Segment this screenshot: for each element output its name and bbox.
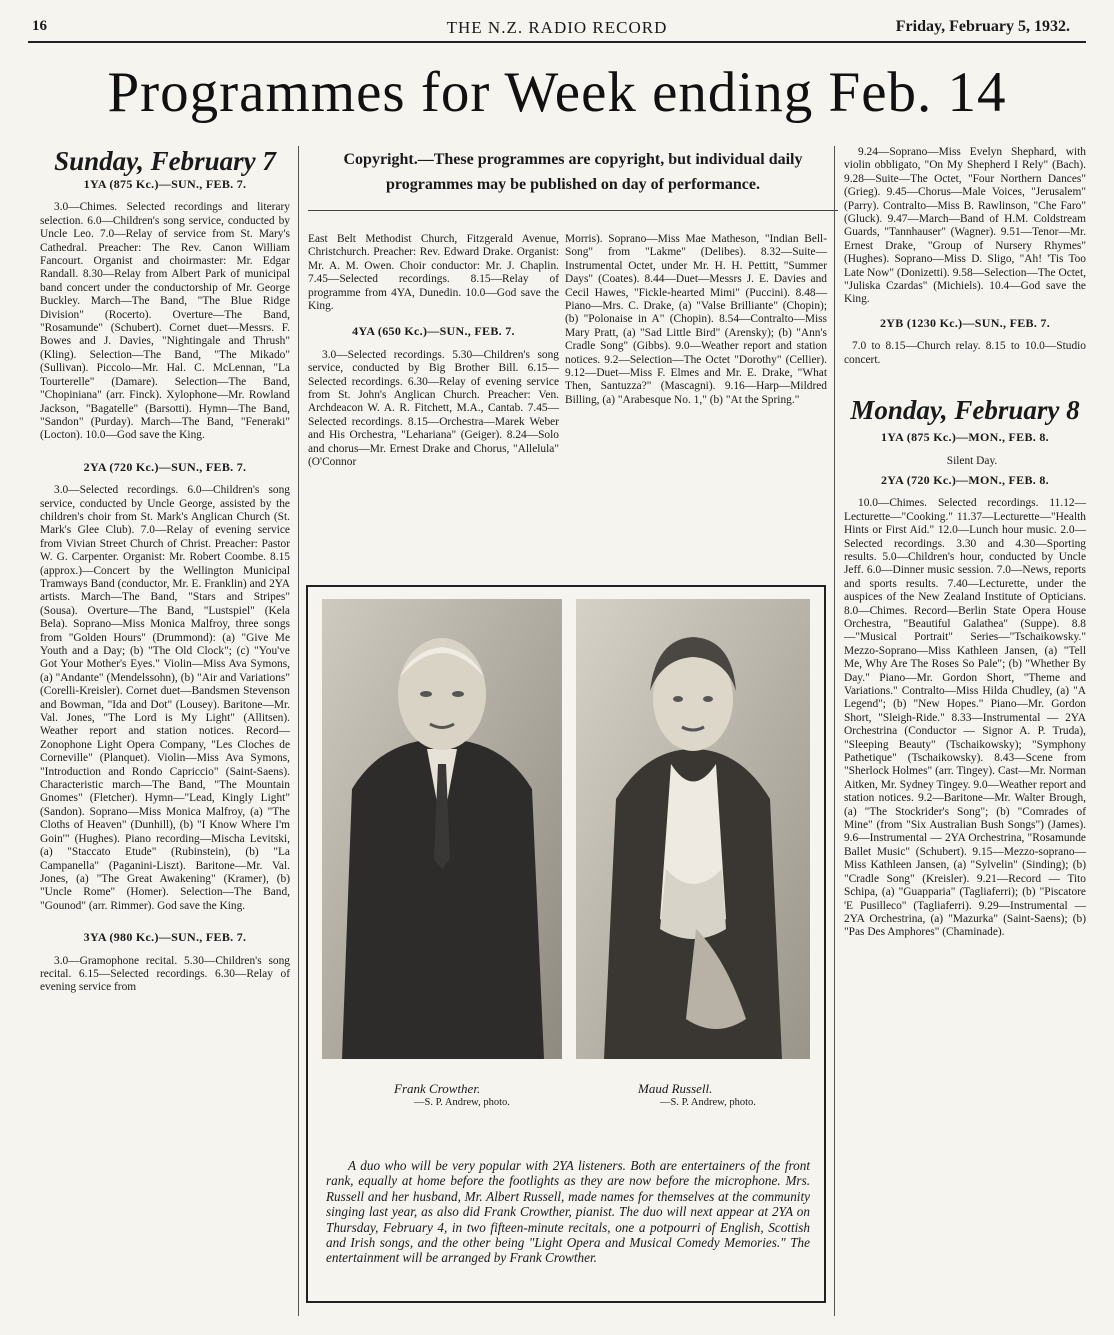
day-heading-sunday: Sunday, February 7 (54, 146, 276, 176)
photo-blurb: A duo who will be very popular with 2YA listeners. Both are entertainers of the front rank, equally at home before the footlights as they are now before the microphone. Mrs. Russell and her husband, Mr. Albert Russell, made names for themselves at the community singing last year, as also did Frank Crowther, pianist. The duo will next appear at 2YA on Thursday, February 4, in two fifteen-minute recitals, one a potpourri of English, Scottish and Irish songs, and the other being "Light Opera and Musical Comedy Memories." The entertainment will be arranged by Frank Crowther. (326, 1158, 810, 1266)
programme-3ya-sun-continued: East Belt Methodist Church, Fitzgerald Avenue, Christchurch. Preacher: Rev. Edward Drake. Organist: Mr. A. M. Owen. Choir conductor: Mr. J. Chaplin. 7.45—Selected recordings. 8.15—Relay of programme from 4YA, Dunedin. 10.0—God save the King. (308, 233, 559, 313)
portrait-man-illustration (322, 599, 562, 1059)
caption-right-credit: —S. P. Andrew, photo. (660, 1097, 756, 1108)
caption-left-credit: —S. P. Andrew, photo. (414, 1097, 510, 1108)
page-number: 16 (32, 18, 47, 34)
station-heading-1ya-mon: 1YA (875 Kc.)—MON., FEB. 8. (881, 430, 1049, 445)
issue-date: Friday, February 5, 1932. (895, 18, 1070, 35)
caption-right-name: Maud Russell. (638, 1081, 713, 1096)
programme-1ya-mon: Silent Day. (946, 454, 998, 467)
station-heading-3ya-sun: 3YA (980 Kc.)—SUN., FEB. 7. (83, 930, 247, 945)
programme-3ya-sun: 3.0—Gramophone recital. 5.30—Children's song recital. 6.15—Selected recordings. 6.30—Relay of evening service from (40, 954, 290, 994)
page-banner: Programmes for Week ending Feb. 14 (107, 61, 1007, 124)
programme-4ya-sun-end: 9.24—Soprano—Miss Evelyn Shephard, with violin obbligato, "On My Shepherd I Rely" (Bach). 9.28—Suite—The Octet, "Four Northern Dances" (Grieg). 9.45—Chorus—Male Voices, "Jerusalem" (Parry). Contralto—Miss B. Rawlinson, "Che Faro" (Gluck). 9.47—March—Band of H.M. Coldstream Guards, "Tannhauser" (Wagner). 9.51—Tenor—Mr. Ernest Drake, "Group of Nursery Rhymes" (Hughes). Soprano—Miss D. Sligo, "Ah! 'Tis Too Late Now" (Donizetti). 9.58—Selection—The Octet, "Juliska Czardas" (Michiels). 10.4—God save the King. (844, 146, 1086, 306)
column-divider-2 (834, 146, 835, 1316)
programme-2ya-sun: 3.0—Selected recordings. 6.0—Children's song service, conducted by Uncle George, assisted by the children's choir from St. Mark's Anglican Church (St. Mark's Glee Club). 7.0—Relay of evening service from Vivian Street Church of Christ. Preacher: Pastor W. G. Carpenter. Organist: Mr. Robert Coombe. 8.15 (approx.)—Concert by the Wellington Municipal Tramways Band (conductor, Mr. E. Franklin) and 2YA artists. March—The Band, "Stars and Stripes" (Sousa). Overture—The Band, "Lustspiel" (Kela Bela). Soprano—Miss Monica Malfroy, three songs from "Golden Hours" (Drummond): (a) "Give Me Youth and a Day; (b) "The Old Clock"; (c) "You've Got Your Mother's Eyes." Violin—Miss Ava Symons, (a) "Andante" (Mendelssohn), (b) "Air and Variations" (Corelli-Kreisler). Cornet duet—Bandsmen Stevenson and Bowman, "Ida and Dot" (Lousey). Baritone—Mr. Val. Jones, "The Lord is My Light" (Allitsen). Weather report and station notices. Record—Zonophone Light Opera Company, "Les Cloches de Corneville" (Planquet). Violin—Miss Ava Symons, "Introduction and Rondo Capriccio" (Saint-Saens). Characteristic march—The Band, "The Mountain Gnomes" (Fletcher). Hymn—"Lead, Kingly Light" (Sandon). Soprano—Miss Monica Malfroy, (a) "The Cloths of Heaven" (Dunhill), (b) "I Know Where I'm Goin'" (Hughes). Piano recording—Mischa Levitski, (a) "Staccato Etude" (Rubinstein), (b) "La Campanella" (Paganini-Liszt). Baritone—Mr. Val. Jones, (a) "The Great Awakening" (Kramer), (b) "Uncle Rome" (Homer). Selection—The Band, "Gounod" (arr. Rimmer). God save the King. (40, 484, 290, 912)
station-heading-2ya-mon: 2YA (720 Kc.)—MON., FEB. 8. (881, 472, 1049, 487)
programme-4ya-sun-continued: Morris). Soprano—Miss Mae Matheson, "Indian Bell-Song" from "Lakme" (Delibes). 8.32—Suite—Instrumental Octet, under Mr. H. H. Pettitt, "Summer Days" (Coates). 8.44—Duet—Messrs J. E. Davies and Cecil Hawes, "Fickle-hearted Mimi" (Puccini). 8.48—Piano—Mrs. C. Drake, (a) "Valse Brilliante" (Chopin); (b) "Polonaise in A" (Chopin). 8.54—Contralto—Miss Mary Pratt, (a) "Sad Little Bird" (Arensky); (b) "Ann's Cradle Song" (Gibbs). 9.0—Weather report and station notices. 9.2—Selection—The Octet "Dorothy" (Cellier). 9.12—Duet—Miss F. Elmes and Mr. E. Drake, "What Then, Santuzza?" (Mascagni). 9.16—Harp—Mildred Billing, (a) "Arabesque No. 1," (b) "At the Spring." (565, 233, 827, 406)
photo-frank-crowther (322, 599, 562, 1059)
masthead-rule (28, 41, 1086, 43)
station-heading-1ya-sun: 1YA (875 Kc.)—SUN., FEB. 7. (83, 177, 247, 191)
station-heading-4ya-sun: 4YA (650 Kc.)—SUN., FEB. 7. (352, 324, 515, 339)
photo-maud-russell (576, 599, 810, 1059)
programme-4ya-sun: 3.0—Selected recordings. 5.30—Children's song service, conducted by Big Brother Bill. 6.15—Selected recordings. 6.30—Relay of evening service from St. John's Anglican Church. Preacher: Ven. Archdeacon W. A. R. Fitchett, M.A., Cantab. 7.45—Selected recordings. 8.15—Orchestra—Marek Weber and His Orchestra, "Lehariana" (Geiger). 8.24—Solo and chorus—Mr. Ernest Drake and Chorus, "Allelula" (O'Connor (308, 348, 559, 469)
station-heading-2yb-sun: 2YB (1230 Kc.)—SUN., FEB. 7. (879, 315, 1051, 330)
portrait-woman-illustration (576, 599, 810, 1059)
programme-1ya-sun: 3.0—Chimes. Selected recordings and literary selection. 6.0—Children's song service, conducted by Uncle Leo. 7.0—Relay of service from St. Mary's Cathedral. Preacher: The Rev. Canon William Fancourt. Organist and choirmaster: Mr. Edgar Randall. 8.30—Relay from Albert Park of municipal band concert under the conductorship of Mr. George Buckley. March—The Band, "The Blue Ridge Division" (Rocerto). Overture—The Band, "Rosamunde" (Schubert). Cornet duet—Messrs. F. Bowes and J. Davies, "Nightingale and Thrush" (Kling). Selection—The Band, "The Mikado" (Sullivan). Piccolo—Mr. Hal. C. McLennan, "La Tourterelle" (Damare). Selection—The Band, "Chopiniana" (arr. Finck). Xylophone—Mr. Rowland Jackson, "Bagatelle" (Barsotti). Hymn—The Band, "Sandon" (Purday). March—The Band, "Feneraki" (Locton). 10.0—God save the King. (40, 201, 290, 442)
copyright-rule (308, 210, 838, 211)
column-divider-1 (298, 146, 299, 1316)
programme-2ya-mon: 10.0—Chimes. Selected recordings. 11.12—Lecturette—"Cooking." 11.37—Lecturette—"Health Hints or First Aid." 12.0—Lunch hour music. 2.0—Selected recordings. 3.30 and 4.30—Sporting results. 5.0—Children's hour, conducted by Uncle Jeff. 6.0—Dinner music session. 7.0—News, reports and sports results. 7.40—Lecturette, under the auspices of the New Zealand Institute of Opticians. 8.0—Chimes. Record—Berlin State Opera House Orchestra, "Beautiful Galathea" (Suppe). 8.8—"Musical Portrait" Series—"Tschaikowsky." Mezzo-Soprano—Miss Kathleen Jansen, (a) "Tell Me, Why Are The Roses So Pale"; (b) "Whether By Day." Piano—Mr. Gordon Short, "Theme and Variations." Contralto—Miss Hilda Chudley, (a) "A Legend"; (b) "New Hopes." Piano—Mr. Gordon Short, "Sleigh-Ride." 8.33—Instrumental — 2YA Orchestrina (Conductor — Signor A. P. Truda), "Sleeping Beauty" (Tschaikowsky); "Symphony Pathetique" (Tschaikowsky). 8.43—Scene from "Sherlock Holmes" (arr. Tingey). Cast—Mr. Norman Aitken, Mr. Sydney Tingey. 9.0—Weather report and station notices. 9.2—Baritone—Mr. Walter Brough, (a) "The Stockrider's Song"; (b) "Comrades of Mine" (from "Six Australian Bush Songs") (James). 9.6—Instrumental — 2YA Orchestrina, "Rosamunde Ballet Music" (Schubert). 9.15—Mezzo-soprano—Miss Kathleen Jansen, (a) "Sylvelin" (Sinding); (b) "Cradle Song" (Kreisler). 9.21—Record — Tito Schipa, (a) "Guapparia" (Tagliaferri); (b) "Piscatore 'E Pusilleco" (Tagliaferri). 9.29—Instrumental — 2YA Orchestrina, (a) "Mazurka" (Saint-Saens); (b) "Pas Des Amphores" (Chaminade). (844, 497, 1086, 939)
caption-left-name: Frank Crowther. (394, 1081, 481, 1096)
publication-name: THE N.Z. RADIO RECORD (446, 18, 668, 37)
day-heading-monday: Monday, February 8 (850, 395, 1080, 426)
column-3 (565, 233, 827, 407)
column-1 (40, 146, 290, 995)
copyright-notice: Copyright.—These programmes are copyright, but individual daily programmes may be published on day of performance. (343, 151, 803, 193)
programme-2yb-sun: 7.0 to 8.15—Church relay. 8.15 to 10.0—Studio concert. (844, 340, 1086, 366)
masthead (0, 0, 1114, 44)
column-2 (308, 233, 559, 470)
station-heading-2ya-sun: 2YA (720 Kc.)—SUN., FEB. 7. (83, 459, 247, 474)
column-4 (844, 146, 1086, 940)
